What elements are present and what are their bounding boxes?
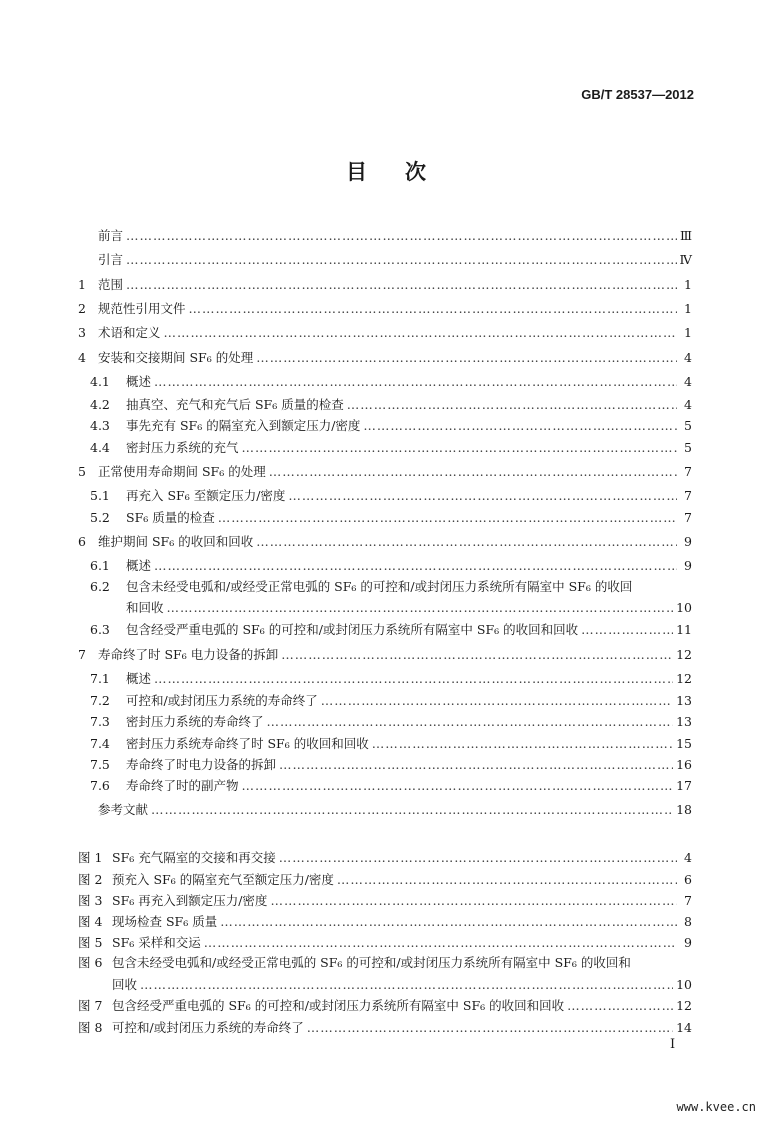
entry-title: 和回收 [126, 600, 164, 615]
dot-leader [267, 714, 674, 729]
standard-code: GB/T 28537—2012 [581, 87, 694, 102]
dot-leader [154, 374, 677, 389]
entry-number: 图 4 [78, 914, 103, 929]
entry-title: SF₆ 充气隔室的交接和再交接 [112, 850, 276, 865]
dot-leader [363, 418, 677, 433]
dot-leader [269, 464, 677, 479]
entry-page: 15 [676, 736, 692, 751]
toc-entry[interactable] [78, 462, 692, 480]
toc-entry[interactable] [90, 508, 692, 526]
entry-page: 1 [684, 277, 692, 292]
toc-entry[interactable] [90, 416, 692, 434]
entry-title: 参考文献 [98, 802, 149, 817]
entry-number: 4.2 [90, 397, 110, 412]
entry-title: 预充入 SF₆ 的隔室充气至额定压力/密度 [112, 872, 334, 887]
entry-page: Ⅳ [679, 252, 692, 267]
entry-title: 范围 [98, 277, 124, 292]
entry-number: 7.4 [90, 736, 110, 751]
entry-page: 7 [684, 510, 692, 525]
entry-page: 4 [684, 397, 692, 412]
entry-number: 5.2 [90, 510, 110, 525]
entry-number: 6.2 [90, 579, 110, 594]
dot-leader [189, 301, 677, 316]
dot-leader [126, 252, 676, 267]
entry-title: 再充入 SF₆ 至额定压力/密度 [126, 488, 286, 503]
entry-number: 7.1 [90, 671, 110, 686]
dot-leader [154, 671, 673, 686]
entry-title: 寿命终了时电力设备的拆卸 [126, 757, 277, 772]
entry-page: 7 [684, 464, 692, 479]
entry-title: SF₆ 采样和交运 [112, 935, 201, 950]
entry-title: 前言 [98, 228, 124, 243]
entry-page: 10 [676, 600, 692, 615]
toc-entry[interactable] [90, 372, 692, 390]
figure-entry[interactable] [78, 1018, 692, 1036]
dot-leader [270, 893, 677, 908]
toc-entry[interactable] [90, 598, 692, 616]
title-part-2: 次 [405, 160, 428, 184]
entry-page: 1 [684, 301, 692, 316]
entry-page: 12 [676, 647, 692, 662]
entry-page: 12 [676, 671, 692, 686]
dot-leader [218, 510, 677, 525]
toc-entry[interactable] [78, 250, 692, 268]
entry-title: 回收 [112, 977, 138, 992]
entry-title: 引言 [98, 252, 124, 267]
toc-entry[interactable] [78, 532, 692, 550]
entry-page: 4 [684, 850, 692, 865]
entry-page: 18 [676, 802, 692, 817]
entry-title: 可控和/或封闭压力系统的寿命终了 [112, 1020, 304, 1035]
entry-number: 4.4 [90, 440, 110, 455]
toc-entry[interactable] [78, 323, 692, 341]
toc-entry[interactable] [78, 348, 692, 366]
entry-title: 抽真空、充气和充气后 SF₆ 质量的检查 [126, 397, 344, 412]
page-title [0, 156, 774, 186]
entry-page: 16 [676, 757, 692, 772]
toc-entry[interactable] [90, 556, 692, 574]
toc-entry[interactable] [90, 734, 692, 752]
entry-title: 事先充有 SF₆ 的隔室充入到额定压力/密度 [126, 418, 361, 433]
entry-title: 现场检查 SF₆ 质量 [112, 914, 218, 929]
toc-entry[interactable] [90, 620, 692, 638]
entry-title: 密封压力系统的充气 [126, 440, 239, 455]
entry-number: 3 [78, 325, 86, 340]
figure-entry[interactable] [78, 933, 692, 951]
watermark: www.kvee.cn [676, 1100, 756, 1114]
entry-page: 17 [676, 778, 692, 793]
dot-leader [242, 440, 677, 455]
entry-title: 寿命终了时 SF₆ 电力设备的拆卸 [98, 647, 279, 662]
dot-leader [256, 350, 677, 365]
entry-page: 5 [684, 418, 692, 433]
dot-leader [279, 850, 677, 865]
figure-entry[interactable] [78, 996, 692, 1014]
entry-title: 术语和定义 [98, 325, 161, 340]
page-number: Ⅰ [670, 1037, 676, 1052]
toc-entry[interactable] [90, 755, 692, 773]
entry-number: 6 [78, 534, 86, 549]
entry-number: 6.3 [90, 622, 110, 637]
entry-title: 安装和交接期间 SF₆ 的处理 [98, 350, 254, 365]
entry-title: 密封压力系统寿命终了时 SF₆ 的收回和回收 [126, 736, 369, 751]
entry-title: 概述 [126, 558, 152, 573]
entry-number: 4 [78, 350, 86, 365]
entry-title: 概述 [126, 374, 152, 389]
entry-page: 7 [684, 893, 692, 908]
entry-number: 4.3 [90, 418, 110, 433]
entry-title: 寿命终了时的副产物 [126, 778, 239, 793]
dot-leader [279, 757, 673, 772]
entry-title: 概述 [126, 671, 152, 686]
entry-number: 图 3 [78, 893, 103, 908]
entry-page: 11 [676, 622, 692, 637]
entry-page: 5 [684, 440, 692, 455]
entry-page: 13 [676, 693, 692, 708]
dot-leader [307, 1020, 673, 1035]
dot-leader [167, 600, 674, 615]
entry-title: 维护期间 SF₆ 的收回和回收 [98, 534, 254, 549]
entry-number: 5.1 [90, 488, 110, 503]
entry-page: 13 [676, 714, 692, 729]
toc-entry[interactable] [90, 395, 692, 413]
entry-page: 4 [684, 374, 692, 389]
toc-entry[interactable] [90, 691, 692, 709]
entry-page: Ⅲ [679, 228, 692, 243]
entry-title: 包含经受严重电弧的 SF₆ 的可控和/或封闭压力系统所有隔室中 SF₆ 的收回和回收 [112, 998, 565, 1013]
dot-leader [337, 872, 677, 887]
dot-leader [140, 977, 673, 992]
toc-entry[interactable] [90, 577, 692, 595]
entry-title: SF₆ 质量的检查 [126, 510, 215, 525]
entry-page: 1 [684, 325, 692, 340]
toc-entry[interactable] [90, 438, 692, 456]
entry-number: 图 8 [78, 1020, 103, 1035]
dot-leader [567, 998, 673, 1013]
dot-leader [581, 622, 673, 637]
dot-leader [164, 325, 677, 340]
figure-entry[interactable] [78, 870, 692, 888]
dot-leader [126, 277, 677, 292]
toc-entry[interactable] [90, 669, 692, 687]
entry-title: 包含经受严重电弧的 SF₆ 的可控和/或封闭压力系统所有隔室中 SF₆ 的收回和回收 [126, 622, 579, 637]
dot-leader [204, 935, 677, 950]
dot-leader [372, 736, 673, 751]
entry-number: 7.5 [90, 757, 110, 772]
dot-leader [321, 693, 673, 708]
dot-leader [256, 534, 677, 549]
entry-number: 7.3 [90, 714, 110, 729]
entry-page: 7 [684, 488, 692, 503]
toc-entry[interactable] [78, 275, 692, 293]
toc-entry[interactable] [78, 299, 692, 317]
entry-number: 4.1 [90, 374, 110, 389]
title-part-1: 目 [346, 160, 369, 184]
entry-number: 2 [78, 301, 86, 316]
entry-title: 正常使用寿命期间 SF₆ 的处理 [98, 464, 266, 479]
toc-entry[interactable] [90, 486, 692, 504]
entry-number: 6.1 [90, 558, 110, 573]
dot-leader [220, 914, 677, 929]
dot-leader [151, 802, 673, 817]
entry-page: 9 [684, 558, 692, 573]
figure-entry[interactable] [78, 848, 692, 866]
entry-number: 图 2 [78, 872, 103, 887]
toc-entry[interactable] [78, 800, 692, 818]
dot-leader [281, 647, 673, 662]
entry-page: 12 [676, 998, 692, 1013]
entry-page: 9 [684, 935, 692, 950]
entry-title: 规范性引用文件 [98, 301, 186, 316]
entry-number: 7.2 [90, 693, 110, 708]
entry-title: 包含未经受电弧和/或经受正常电弧的 SF₆ 的可控和/或封闭压力系统所有隔室中 SF₆ 的收回 [126, 579, 633, 594]
dot-leader [347, 397, 677, 412]
toc-entry[interactable] [90, 712, 692, 730]
entry-number: 图 5 [78, 935, 103, 950]
entry-number: 7.6 [90, 778, 110, 793]
figure-entry[interactable] [78, 912, 692, 930]
entry-number: 图 1 [78, 850, 103, 865]
entry-page: 6 [684, 872, 692, 887]
dot-leader [288, 488, 677, 503]
entry-title: SF₆ 再充入到额定压力/密度 [112, 893, 268, 908]
toc-entry[interactable] [78, 645, 692, 663]
entry-page: 9 [684, 534, 692, 549]
entry-number: 5 [78, 464, 86, 479]
entry-page: 4 [684, 350, 692, 365]
entry-title: 密封压力系统的寿命终了 [126, 714, 264, 729]
entry-number: 1 [78, 277, 86, 292]
entry-page: 8 [684, 914, 692, 929]
toc-entry[interactable] [90, 776, 692, 794]
entry-page: 14 [676, 1020, 692, 1035]
figure-entry[interactable] [78, 975, 692, 993]
entry-number: 7 [78, 647, 86, 662]
figure-entry[interactable] [78, 891, 692, 909]
entry-page: 10 [676, 977, 692, 992]
dot-leader [126, 228, 677, 243]
entry-title: 可控和/或封闭压力系统的寿命终了 [126, 693, 318, 708]
entry-title: 包含未经受电弧和/或经受正常电弧的 SF₆ 的可控和/或封闭压力系统所有隔室中 SF₆ 的收回和 [112, 955, 631, 970]
dot-leader [154, 558, 677, 573]
entry-number: 图 6 [78, 955, 103, 970]
toc-entry[interactable] [78, 226, 692, 244]
dot-leader [242, 778, 674, 793]
figure-entry[interactable] [78, 953, 692, 971]
entry-number: 图 7 [78, 998, 103, 1013]
